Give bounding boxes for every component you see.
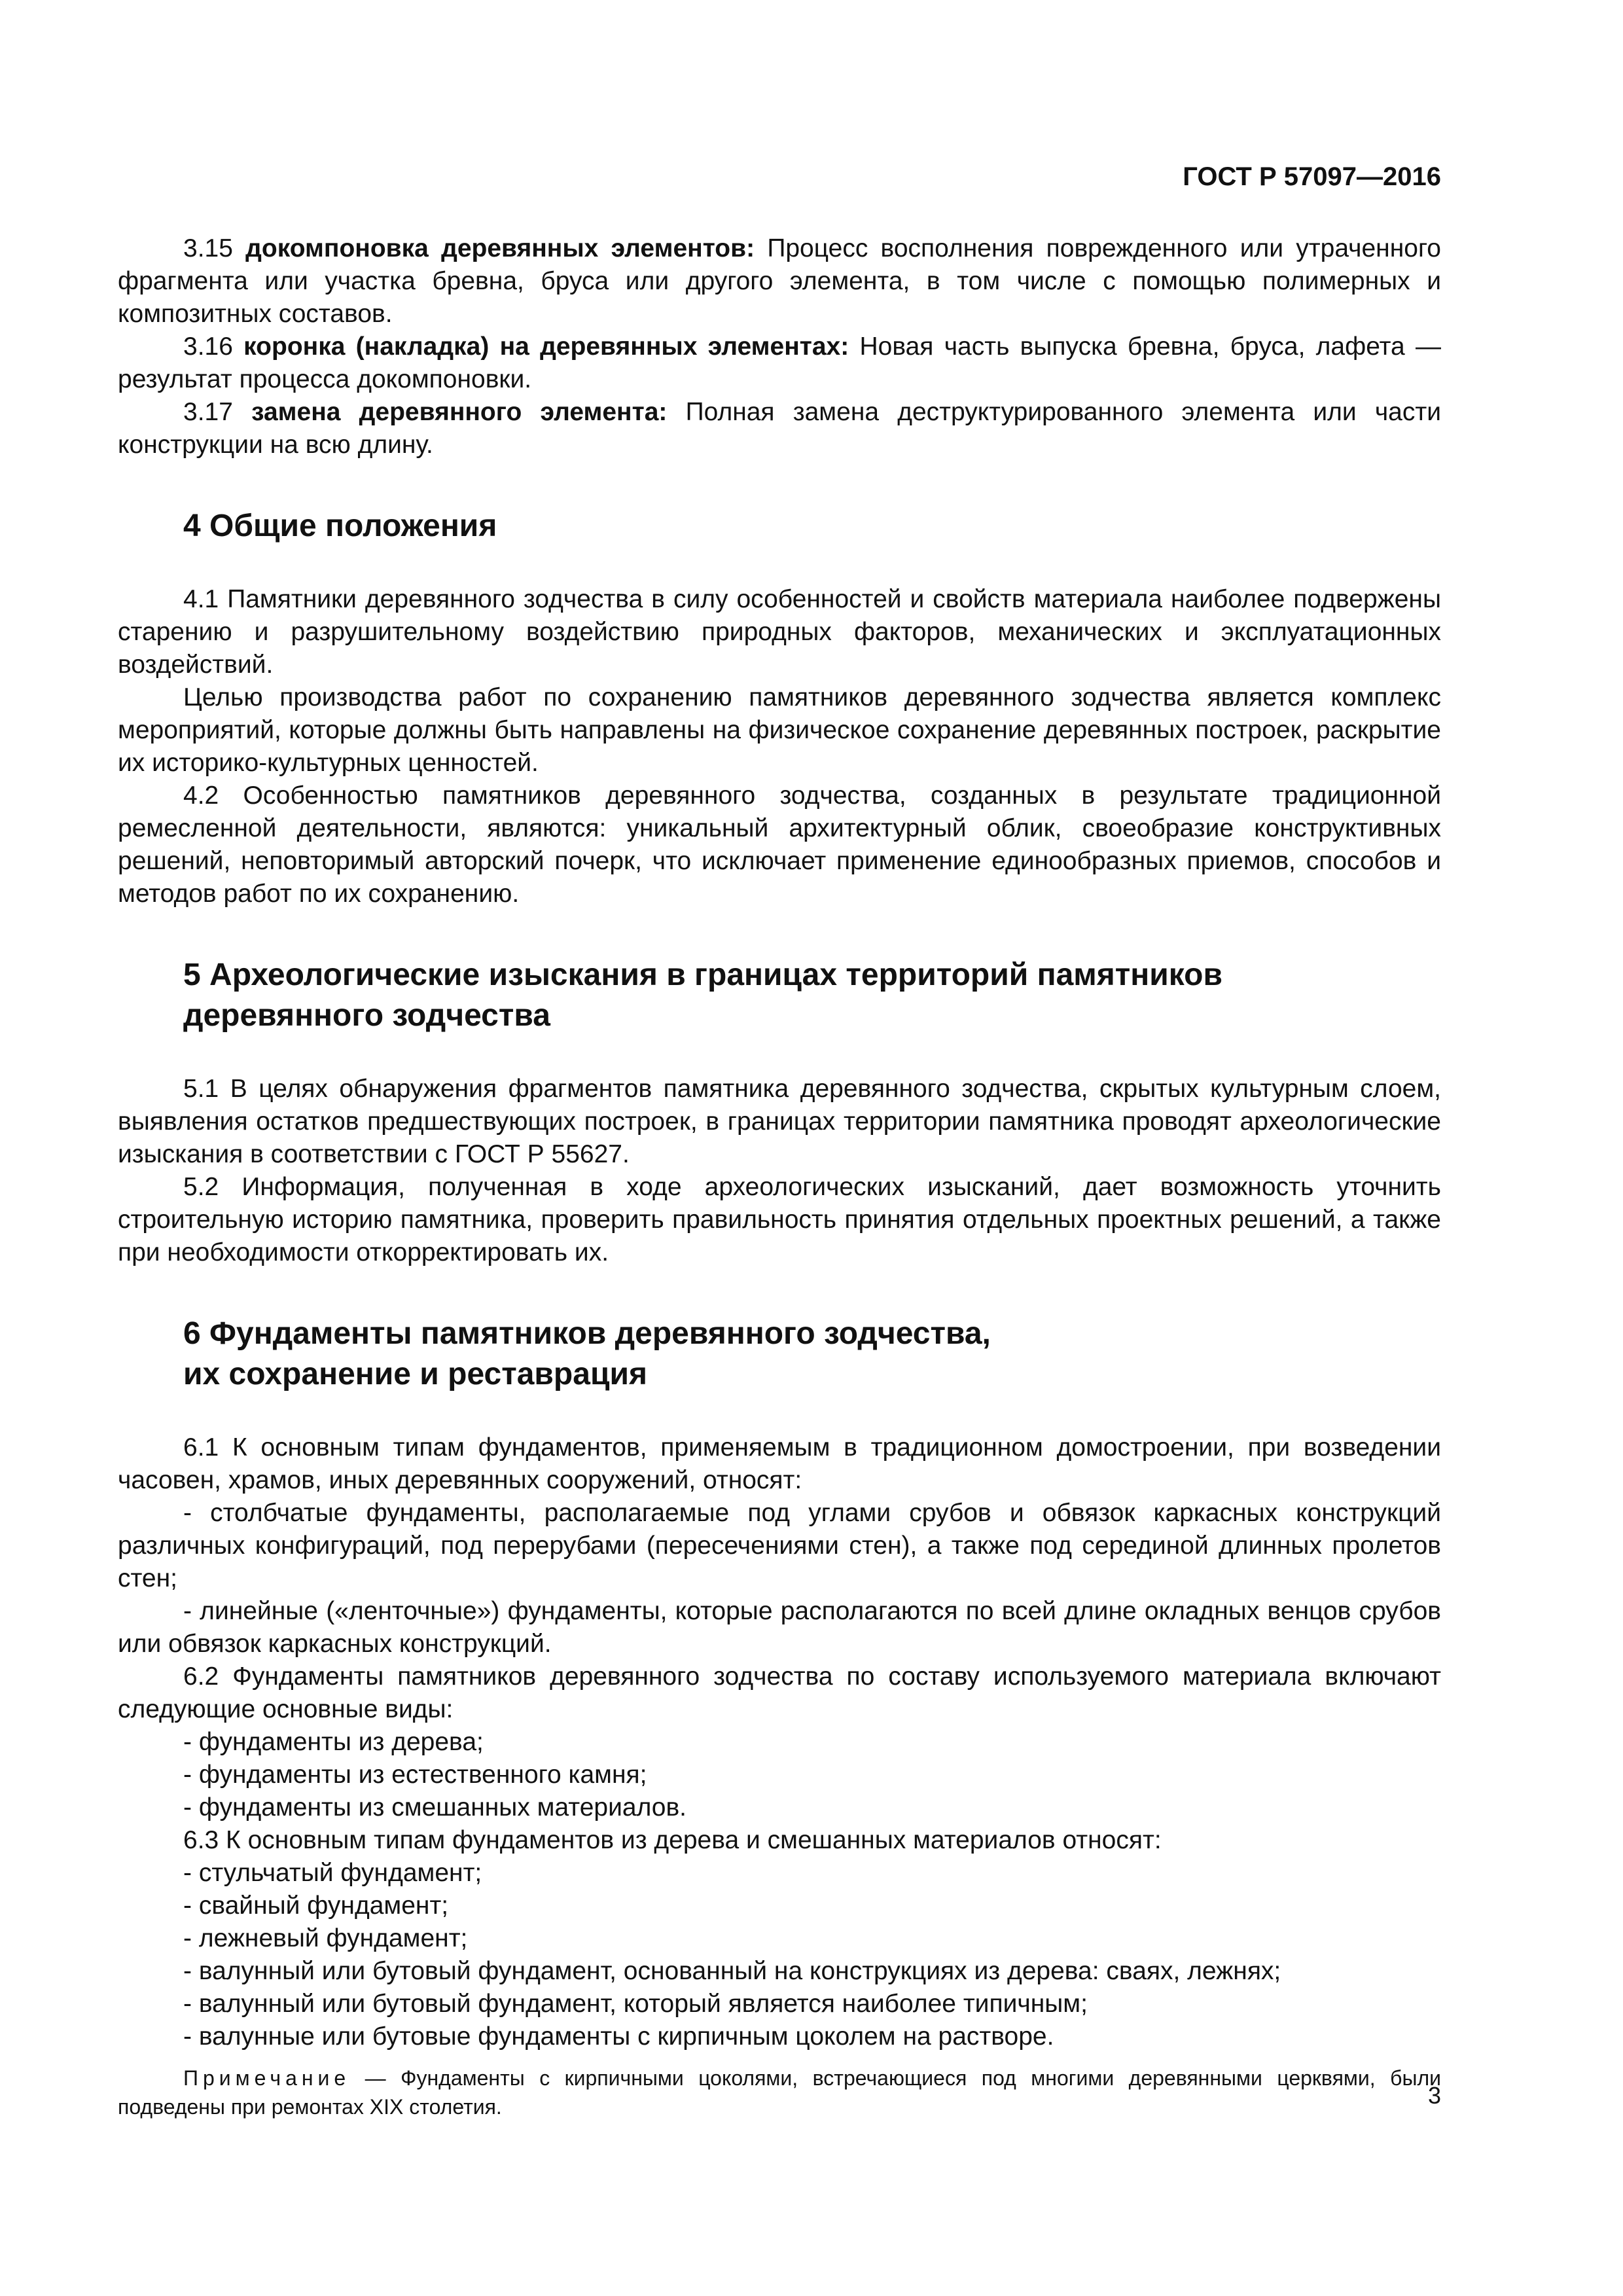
list-item: - фундаменты из дерева; xyxy=(183,1728,484,1756)
list-item: - столбчатые фундаменты, располагаемые под углами срубов и обвязок каркасных конструкций различных конфигураций, под перерубами (пересечениями стен), а также под серединой длинных пролетов стен; xyxy=(118,1499,1441,1592)
list-item: - валунный или бутовый фундамент, основанный на конструкциях из дерева: сваях, лежнях; xyxy=(183,1957,1281,1985)
definition-3-16 xyxy=(118,331,1441,396)
paragraph-5-2: 5.2 Информация, полученная в ходе археологических изысканий, дает возможность уточнить строительную историю памятника, проверить правильность принятия отдельных проектных решений, а также при необходимости откорректировать их. xyxy=(118,1173,1441,1266)
note-text: — Фундаменты с кирпичными цоколями, встречающиеся под многими деревянными церквями, были подведены при ремонтах XIX столетия. xyxy=(118,2066,1441,2119)
paragraph-6-3: 6.3 К основным типам фундаментов из дерева и смешанных материалов относят: xyxy=(183,1826,1162,1854)
term: коронка (накладка) на деревянных элементах: xyxy=(243,332,849,361)
document-code: ГОСТ Р 57097—2016 xyxy=(1183,162,1441,191)
section-5-heading: 5 Археологические изыскания в границах территорий памятников деревянного зодчества xyxy=(183,958,1223,1033)
paragraph-5-1: 5.1 В целях обнаружения фрагментов памятника деревянного зодчества, скрытых культурным слоем, выявления остатков предшествующих построек, в границах территории памятника проводят археологические изыскания в соответствии с ГОСТ Р 55627. xyxy=(118,1075,1441,1168)
paragraph-6-2: 6.2 Фундаменты памятников деревянного зодчества по составу используемого материала включают следующие основные виды: xyxy=(118,1662,1441,1723)
list-item: - валунный или бутовый фундамент, который является наиболее типичным; xyxy=(183,1990,1088,2018)
paragraph-4-2: 4.2 Особенностью памятников деревянного зодчества, созданных в результате традиционной ремесленной деятельности, являются: уникальный архитектурный облик, своеобразие конструктивных решений, неповторимый авторский почерк, что исключает применение единообразных приемов, способов и методов работ по их сохранению. xyxy=(118,781,1441,908)
term: докомпоновка деревянных элементов: xyxy=(245,234,755,262)
definition-text: Процесс восполнения поврежденного или утраченного фрагмента или участка бревна, бруса или другого элемента, в том числе с помощью полимерных и композитных составов. xyxy=(118,234,1441,328)
list-item: - свайный фундамент; xyxy=(183,1892,449,1920)
list-item: - лежневый фундамент; xyxy=(183,1924,468,1952)
list-item: - стульчатый фундамент; xyxy=(183,1859,482,1887)
section-4-heading: 4 Общие положения xyxy=(183,509,497,543)
paragraph-4-1-goal: Целью производства работ по сохранению памятников деревянного зодчества является комплекс мероприятий, которые должны быть направлены на физическое сохранение деревянных построек, раскрытие их историко-культурных ценностей. xyxy=(118,683,1441,777)
definition-3-17 xyxy=(118,396,1441,461)
paragraph-4-1: 4.1 Памятники деревянного зодчества в силу особенностей и свойств материала наиболее подвержены старению и разрушительному воздействию природных факторов, механических и эксплуатационных воздействий. xyxy=(118,585,1441,679)
clause-number: 3.16 xyxy=(183,332,244,361)
note-label: Примечание xyxy=(183,2066,351,2090)
section-6-heading: 6 Фундаменты памятников деревянного зодчества, их сохранение и реставрация xyxy=(183,1316,991,1391)
definition-3-15 xyxy=(118,232,1441,331)
definition-text: Новая часть выпуска бревна, бруса, лафета — результат процесса докомпоновки. xyxy=(118,332,1441,393)
definition-text: Полная замена деструктурированного элемента или части конструкции на всю длину. xyxy=(118,398,1442,459)
page-number: 3 xyxy=(1427,2082,1441,2109)
list-item: - валунные или бутовые фундаменты с кирпичным цоколем на растворе. xyxy=(183,2022,1054,2051)
term: замена деревянного элемента: xyxy=(251,398,668,426)
list-item: - линейные («ленточные») фундаменты, которые располагаются по всей длине окладных венцов срубов или обвязок каркасных конструкций. xyxy=(118,1597,1441,1658)
clause-number: 3.17 xyxy=(183,398,252,426)
list-item: - фундаменты из смешанных материалов. xyxy=(183,1793,687,1821)
paragraph-6-1: 6.1 К основным типам фундаментов, применяемым в традиционном домостроении, при возведении часовен, храмов, иных деревянных сооружений, относят: xyxy=(118,1433,1441,1494)
list-item: - фундаменты из естественного камня; xyxy=(183,1761,647,1789)
note xyxy=(118,2064,1441,2121)
document-body xyxy=(118,232,1441,2121)
clause-number: 3.15 xyxy=(183,234,246,262)
